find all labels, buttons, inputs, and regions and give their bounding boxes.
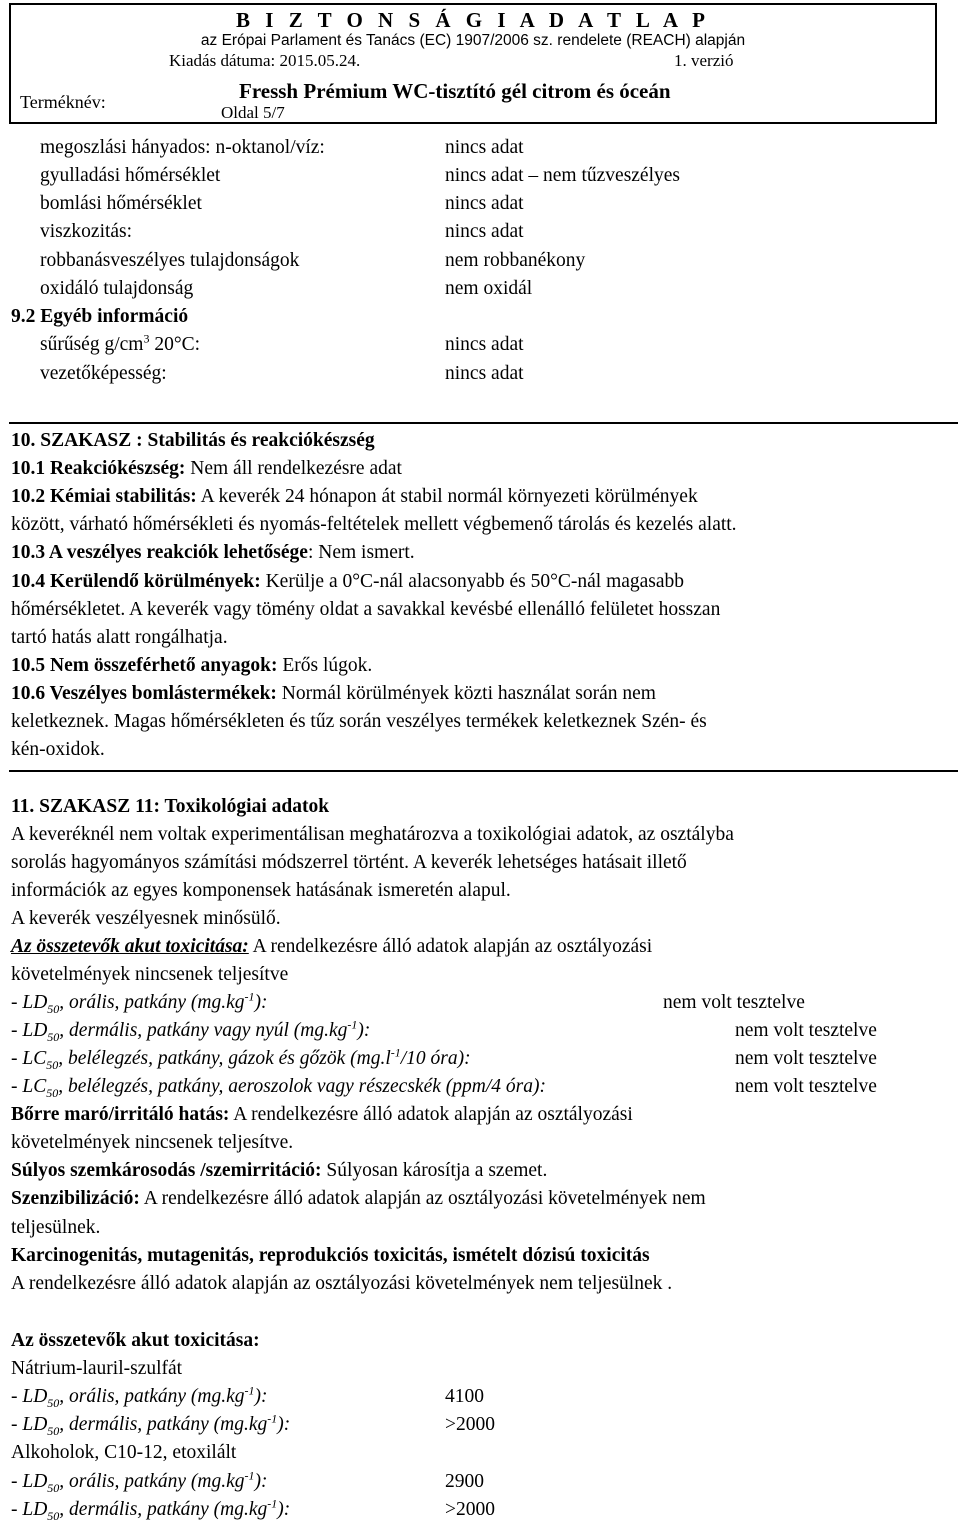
property-value: nincs adat – nem tűzveszélyes xyxy=(445,165,680,186)
conditions-to-avoid-cont: hőmérsékletet. A keverék vagy tömény oldat a savakkal kevésbé ellenálló felületet hosszan xyxy=(11,599,721,620)
issue-date: Kiadás dátuma: 2015.05.24. xyxy=(169,51,361,70)
acute-toxicity-cont: követelmények nincsenek teljesítve xyxy=(11,964,289,985)
regulation-line: az Erópai Parlament és Tanács (EC) 1907/2006 sz. rendelete (REACH) alapján xyxy=(200,32,746,49)
version: 1. verzió xyxy=(674,51,734,70)
property-value: nem oxidál xyxy=(445,278,533,299)
intro-text: sorolás hagyományos számítási módszerrel történt. A keverék lehetséges hatásait illető xyxy=(11,852,687,873)
property-label: gyulladási hőmérséklet xyxy=(40,165,221,186)
tox-row-label: - $LD_{50}$, dermális, patkány vagy nyúl $(mg.kg^{-1})$: xyxy=(11,1017,371,1044)
tox-row-value: nem volt tesztelve xyxy=(735,1020,877,1041)
reactivity: 10.1 Reakciókészség: Nem áll rendelkezésre adat xyxy=(11,458,402,479)
chemical-stability-cont: között, várható hőmérsékleti és nyomás-feltételek mellett végbemenő tárolás és kezelés alatt. xyxy=(11,514,737,535)
component-tox-label: - $LD_{50}$, orális, patkány $(mg.kg^{-1})$: xyxy=(11,1383,268,1410)
property-value: nincs adat xyxy=(445,137,524,158)
density-label: sűrűség $g/cm^3$ 20°C: xyxy=(40,331,201,355)
conditions-to-avoid-cont: tartó hatás alatt rongálhatja. xyxy=(11,627,228,648)
intro-text: A keveréknél nem voltak experimentálisan meghatározva a toxikológiai adatok, az osztályba xyxy=(11,824,734,845)
carcinogenicity-text: A rendelkezésre álló adatok alapján az osztályozási követelmények nem teljesülnek . xyxy=(11,1273,673,1294)
section-heading-9-2: 9.2 Egyéb információ xyxy=(11,306,189,327)
page-number: Oldal 5/7 xyxy=(221,103,285,122)
sensitisation: Szenzibilizáció: A rendelkezésre álló adatok alapján az osztályozási követelmények nem xyxy=(11,1188,706,1209)
tox-row-label: - $LD_{50}$, orális, patkány $(mg.kg^{-1})$: xyxy=(11,989,268,1016)
component-name: Alkoholok, C10-12, etoxilált xyxy=(11,1442,237,1463)
component-tox-value: 2900 xyxy=(445,1471,484,1492)
document-header xyxy=(9,3,937,124)
product-label: Terméknév: xyxy=(20,92,106,112)
density-value: nincs adat xyxy=(445,334,524,355)
property-value: nem robbanékony xyxy=(445,250,586,271)
incompatible-materials: 10.5 Nem összeférhető anyagok: Erős lúgok. xyxy=(11,655,373,676)
decomposition-products: 10.6 Veszélyes bomlástermékek: Normál körülmények közti használat során nem xyxy=(11,683,656,704)
property-label: bomlási hőmérséklet xyxy=(40,193,202,214)
property-value: nincs adat xyxy=(445,221,524,242)
conductivity-label: vezetőképesség: xyxy=(40,363,167,384)
section-10-heading: 10. SZAKASZ : Stabilitás és reakciókészség xyxy=(11,430,375,451)
tox-row-label: - $LC_{50}$, belélegzés, patkány, aeroszolok vagy részecskék (ppm/4 óra): xyxy=(11,1076,546,1100)
intro-text: információk az egyes komponensek hatásának ismeretén alapul. xyxy=(11,880,511,901)
component-tox-value: >2000 xyxy=(445,1499,495,1520)
carcinogenicity-heading: Karcinogenitás, mutagenitás, reprodukciós toxicitás, ismételt dózisú toxicitás xyxy=(11,1245,650,1266)
classification: A keverék veszélyesnek minősülő. xyxy=(11,908,281,929)
component-tox-label: - $LD_{50}$, orális, patkány $(mg.kg^{-1})$: xyxy=(11,1468,268,1495)
property-label: viszkozitás: xyxy=(40,221,133,242)
component-name: Nátrium-lauril-szulfát xyxy=(11,1358,183,1379)
decomposition-products-cont: keletkeznek. Magas hőmérsékleten és tűz során veszélyes termékek keletkeznek Szén- és xyxy=(11,711,707,732)
component-tox-value: >2000 xyxy=(445,1414,495,1435)
hazardous-reactions: 10.3 A veszélyes reakciók lehetősége: Nem ismert. xyxy=(11,542,415,563)
tox-row-label: - $LC_{50}$, belélegzés, patkány, gázok és gőzök ($mg.l^{-1}/10$ óra): xyxy=(11,1045,471,1072)
component-tox-label: - $LD_{50}$, dermális, patkány $(mg.kg^{-1})$: xyxy=(11,1496,291,1523)
components-heading: Az összetevők akut toxicitása: xyxy=(11,1330,260,1351)
property-value: nincs adat xyxy=(445,193,524,214)
skin-corrosion-cont: követelmények nincsenek teljesítve. xyxy=(11,1132,294,1153)
tox-row-value: nem volt tesztelve xyxy=(663,992,805,1013)
chemical-stability: 10.2 Kémiai stabilitás: A keverék 24 hónapon át stabil normál környezeti körülmények xyxy=(11,486,698,507)
skin-corrosion: Bőrre maró/irritáló hatás: A rendelkezésre álló adatok alapján az osztályozási xyxy=(11,1104,633,1125)
conditions-to-avoid: 10.4 Kerülendő körülmények: Kerülje a 0°C-nál alacsonyabb és 50°C-nál magasabb xyxy=(11,571,685,592)
decomposition-products-cont: kén-oxidok. xyxy=(11,739,105,760)
tox-row-value: nem volt tesztelve xyxy=(735,1076,877,1097)
property-label: megoszlási hányados: n-oktanol/víz: xyxy=(40,137,325,158)
eye-damage: Súlyos szemkárosodás /szemirritáció: Súlyosan károsítja a szemet. xyxy=(11,1160,548,1181)
section-divider xyxy=(9,422,958,424)
tox-row-value: nem volt tesztelve xyxy=(735,1048,877,1069)
section-divider xyxy=(9,770,958,772)
acute-toxicity: Az összetevők akut toxicitása: A rendelkezésre álló adatok alapján az osztályozási xyxy=(11,936,653,957)
property-label: robbanásveszélyes tulajdonságok xyxy=(40,250,300,271)
conductivity-value: nincs adat xyxy=(445,363,524,384)
sensitisation-cont: teljesülnek. xyxy=(11,1217,101,1238)
product-name: Fressh Prémium WC-tisztító gél citrom és óceán xyxy=(239,79,671,103)
component-tox-label: - $LD_{50}$, dermális, patkány $(mg.kg^{-1})$: xyxy=(11,1411,291,1438)
property-label: oxidáló tulajdonság xyxy=(40,278,194,299)
section-11-heading: 11. SZAKASZ 11: Toxikológiai adatok xyxy=(11,796,330,817)
document-title: B I Z T O N S Á G I A D A T L A P xyxy=(236,8,710,32)
component-tox-value: 4100 xyxy=(445,1386,484,1407)
